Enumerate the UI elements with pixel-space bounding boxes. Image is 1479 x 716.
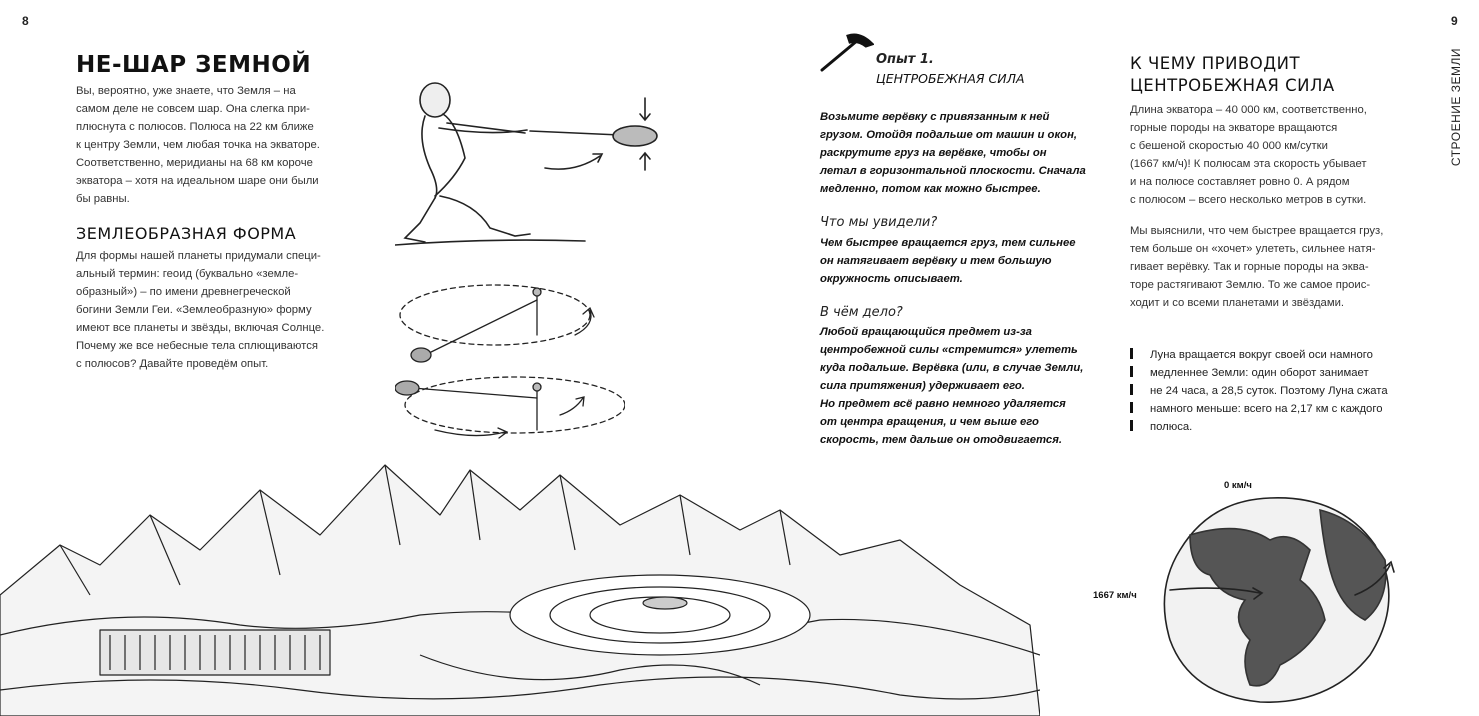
note-line: полюса. [1150, 421, 1193, 433]
answer-line: скорость, тем дальше он отодвигается. [820, 434, 1062, 446]
stretch-text [1130, 222, 1430, 312]
note-bar [1130, 402, 1133, 413]
instruction-line: медленно, потом как можно быстрее. [820, 183, 1041, 195]
intro-text [76, 82, 376, 208]
instruction-line: летал в горизонтальной плоскости. Сначала [820, 165, 1086, 177]
para-line: горные породы на экваторе вращаются [1130, 122, 1338, 134]
pole-speed-label: 0 км/ч [1224, 480, 1252, 491]
note-line: намного меньше: всего на 2,17 км с каждого [1150, 403, 1383, 415]
intro-line: экватора – хотя на идеальном шаре они были [76, 175, 319, 187]
answer-what-seen [820, 234, 1100, 288]
geoid-line: Для формы нашей планеты придумали специ- [76, 250, 321, 262]
note-line: не 24 часа, а 28,5 суток. Поэтому Луна сжата [1150, 385, 1388, 397]
geoid-line: Почему же все небесные тела сплющиваются [76, 340, 318, 352]
intro-line: бы равны. [76, 193, 130, 205]
note-bar [1130, 348, 1133, 359]
experiment-instructions [820, 108, 1100, 198]
intro-line: самом деле не совсем шар. Она слегка при- [76, 103, 310, 115]
para-line: с полюсом – всего несколько метров в сутки. [1130, 194, 1367, 206]
note-bar [1130, 420, 1133, 431]
intro-line: Вы, вероятно, уже знаете, что Земля – на [76, 85, 296, 97]
mountains-illustration [0, 455, 1040, 716]
intro-line: к центру Земли, чем любая точка на экваторе. [76, 139, 320, 151]
question-why: В чём дело? [820, 305, 903, 320]
para-line: Длина экватора – 40 000 км, соответственно, [1130, 104, 1367, 116]
para-line: (1667 км/ч)! К полюсам эта скорость убывает [1130, 158, 1367, 170]
geoid-line: альный термин: геоид (буквально «земле- [76, 268, 299, 280]
intro-line: плюснута с полюсов. Полюса на 22 км ближе [76, 121, 314, 133]
answer-line: окружность описывает. [820, 273, 963, 285]
hammer-icon [818, 32, 874, 74]
spinning-weight-illustration [395, 280, 625, 440]
answer-line: сила притяжения) удерживает его. [820, 380, 1025, 392]
para-line: Мы выяснили, что чем быстрее вращается груз, [1130, 225, 1384, 237]
geoid-text [76, 247, 376, 373]
para-line: с бешеной скоростью 40 000 км/сутки [1130, 140, 1328, 152]
para-line: тем больше он «хочет» улететь, сильнее натя- [1130, 243, 1376, 255]
moon-note [1130, 346, 1410, 436]
geoid-globe-illustration [1150, 490, 1410, 710]
hammer-thrower-illustration [395, 78, 675, 253]
page-title-left: НЕ-ШАР ЗЕМНОЙ [76, 52, 312, 78]
note-line: медленнее Земли: один оборот занимает [1150, 367, 1369, 379]
para-line: торе растягивают Землю. То же самое проис- [1130, 279, 1371, 291]
page-number-right: 9 [1451, 14, 1458, 28]
answer-line: Чем быстрее вращается груз, тем сильнее [820, 237, 1076, 249]
para-line: гивает верёвку. Так и горные породы на эква- [1130, 261, 1369, 273]
section-side-label: СТРОЕНИЕ ЗЕМЛИ [1449, 48, 1463, 167]
geoid-line: богини Земли Геи. «Землеобразную» форму [76, 304, 312, 316]
note-bar [1130, 384, 1133, 395]
answer-line: центробежной силы «стремится» улететь [820, 344, 1078, 356]
right-title-line1: К ЧЕМУ ПРИВОДИТ [1130, 54, 1301, 73]
question-what-seen: Что мы увидели? [820, 215, 938, 230]
answer-line: Но предмет всё равно немного удаляется [820, 398, 1066, 410]
para-line: и на полюсе составляет ровно 0. А рядом [1130, 176, 1350, 188]
answer-line: Любой вращающийся предмет из-за [820, 326, 1032, 338]
equator-speed-text [1130, 101, 1430, 209]
geoid-line: с полюсов? Давайте проведём опыт. [76, 358, 269, 370]
right-title-line2: ЦЕНТРОБЕЖНАЯ СИЛА [1130, 76, 1335, 95]
page-number-left: 8 [22, 14, 29, 28]
instruction-line: грузом. Отойдя подальше от машин и окон, [820, 129, 1078, 141]
instruction-line: раскрутите груз на верёвке, чтобы он [820, 147, 1047, 159]
intro-line: Соответственно, меридианы на 68 км короче [76, 157, 313, 169]
answer-line: он натягивает верёвку и тем большую [820, 255, 1052, 267]
geoid-line: имеют все планеты и звёзды, включая Солнце. [76, 322, 325, 334]
geoid-line: образный») – по имени древнегреческой [76, 286, 291, 298]
experiment-subtitle: ЦЕНТРОБЕЖНАЯ СИЛА [876, 71, 1025, 86]
para-line: ходит и со всеми планетами и звёздами. [1130, 297, 1345, 309]
answer-why [820, 323, 1100, 449]
equator-speed-label: 1667 км/ч [1093, 590, 1137, 601]
answer-line: от центра вращения, и чем выше его [820, 416, 1039, 428]
experiment-title: Опыт 1. [876, 52, 934, 67]
section-title-geoid: ЗЕМЛЕОБРАЗНАЯ ФОРМА [76, 224, 297, 243]
note-line: Луна вращается вокруг своей оси намного [1150, 349, 1373, 361]
note-bar [1130, 366, 1133, 377]
answer-line: куда подальше. Верёвка (или, в случае Земли, [820, 362, 1084, 374]
instruction-line: Возьмите верёвку с привязанным к ней [820, 111, 1050, 123]
